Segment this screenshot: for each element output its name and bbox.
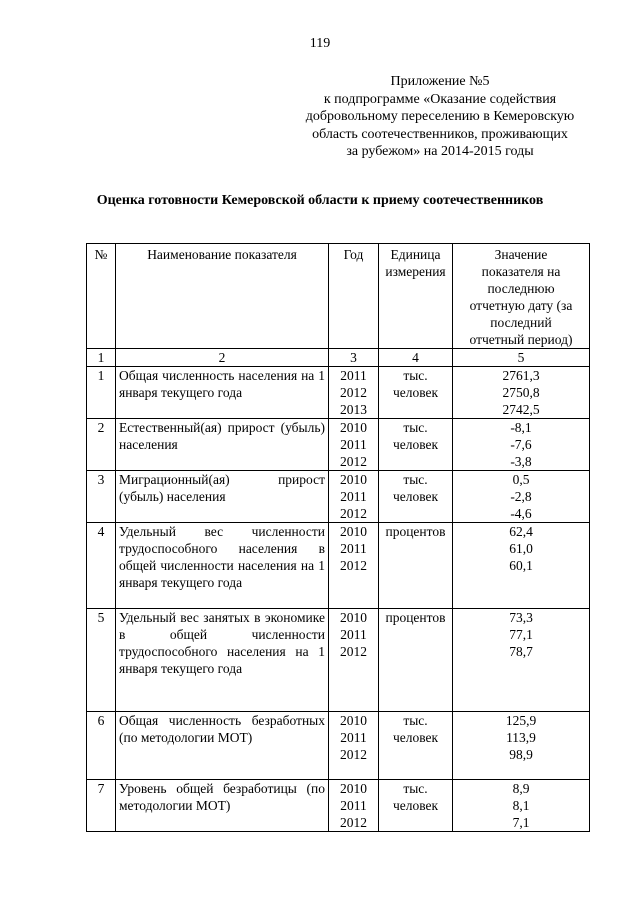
row-values [453,367,590,419]
row-name: Удельный вес численности трудоспособного населения в общей численности населения на 1 января текущего года [116,523,329,609]
table-row [87,609,590,712]
row-unit [379,780,453,832]
row-unit [379,712,453,780]
row-year: 2010 [340,524,367,539]
appendix-line: к подпрограмме «Оказание содействия [323,91,557,107]
row-value: 98,9 [509,747,533,762]
row-unit [379,523,453,609]
row-value: 78,7 [509,644,533,659]
row-year: 2013 [340,402,367,417]
document-title: Оценка готовности Кемеровской области к приему соотечественников [96,193,544,208]
appendix-line: Приложение №5 [390,74,490,89]
row-name: Общая численность безработных (по методологии МОТ) [116,712,329,780]
row-year: 2011 [340,437,367,452]
row-year: 2012 [340,385,367,400]
row-year: 2012 [340,815,367,830]
row-year: 2011 [340,489,367,504]
row-num: 7 [87,780,116,832]
row-unit-line: человек [392,437,439,452]
row-unit-line: процентов [385,610,446,625]
column-number: 4 [379,349,453,367]
row-years [329,419,379,471]
row-name: Уровень общей безработицы (по методологии МОТ) [116,780,329,832]
row-values [453,609,590,712]
row-value: 0,5 [512,472,530,487]
row-value: 73,3 [509,610,533,625]
row-years [329,609,379,712]
column-number: 2 [116,349,329,367]
row-unit [379,419,453,471]
row-values [453,712,590,780]
row-value: -3,8 [510,454,532,469]
header-unit [379,244,453,349]
table-row [87,419,590,471]
header-num: № [87,244,116,349]
header-value [453,244,590,349]
row-value: 8,1 [512,798,530,813]
row-value: -4,6 [510,506,532,521]
row-value: 125,9 [505,713,537,728]
row-year: 2012 [340,558,367,573]
column-number: 3 [329,349,379,367]
row-year: 2010 [340,713,367,728]
row-value: 61,0 [509,541,533,556]
appendix-line: за рубежом» на 2014-2015 годы [346,144,534,159]
row-value: 62,4 [509,524,533,539]
row-num: 4 [87,523,116,609]
header-value-line: последний [490,315,552,330]
row-year: 2011 [340,798,367,813]
column-number: 1 [87,349,116,367]
row-years [329,523,379,609]
header-value-line: отчетную дату (за [469,298,573,313]
row-year: 2011 [340,730,367,745]
row-years [329,780,379,832]
page-number: 119 [309,36,331,51]
row-value: 60,1 [509,558,533,573]
column-number: 5 [453,349,590,367]
row-unit-line: человек [392,489,439,504]
header-value-line: последнюю [487,281,555,296]
appendix-line: добровольному переселению в Кемеровскую [305,109,575,124]
row-year: 2011 [340,368,367,383]
header-unit-line: Единица [390,247,441,262]
row-value: 2761,3 [502,368,540,383]
header-unit-line: измерения [385,264,446,279]
row-num: 6 [87,712,116,780]
row-value: 8,9 [512,781,530,796]
appendix-header [270,73,610,161]
row-year: 2011 [340,627,367,642]
header-year: Год [329,244,379,349]
row-num: 1 [87,367,116,419]
row-name: Удельный вес занятых в экономике в общей численности трудоспособного населения на 1 января текущего года [116,609,329,712]
header-value-line: отчетный период) [469,332,573,347]
row-year: 2012 [340,747,367,762]
row-value: 77,1 [509,627,533,642]
table-row [87,712,590,780]
row-name: Общая численность населения на 1 января текущего года [116,367,329,419]
row-unit-line: тыс. [403,368,428,383]
row-value: -2,8 [510,489,532,504]
row-year: 2012 [340,644,367,659]
row-num: 5 [87,609,116,712]
row-unit-line: человек [392,385,439,400]
row-values [453,780,590,832]
row-value: 7,1 [512,815,530,830]
row-year: 2011 [340,541,367,556]
row-values [453,419,590,471]
row-unit-line: тыс. [403,713,428,728]
row-num: 2 [87,419,116,471]
row-value: -7,6 [510,437,532,452]
row-num: 3 [87,471,116,523]
row-unit-line: тыс. [403,420,428,435]
row-name: Естественный(ая) прирост (убыль) населения [116,419,329,471]
column-number-row [87,349,590,367]
row-years [329,471,379,523]
table-row [87,523,590,609]
row-value: 2742,5 [502,402,540,417]
header-name: Наименование показателя [116,244,329,349]
row-unit-line: процентов [385,524,446,539]
row-year: 2010 [340,781,367,796]
row-years [329,367,379,419]
row-value: 2750,8 [502,385,540,400]
row-unit-line: тыс. [403,472,428,487]
row-unit [379,471,453,523]
table-header-row [87,244,590,349]
row-year: 2012 [340,506,367,521]
row-unit-line: человек [392,798,439,813]
table-row [87,471,590,523]
row-values [453,523,590,609]
row-unit [379,609,453,712]
table-row [87,780,590,832]
row-year: 2010 [340,420,367,435]
row-values [453,471,590,523]
row-unit [379,367,453,419]
row-years [329,712,379,780]
row-name: Миграционный(ая) прирост (убыль) населения [116,471,329,523]
row-year: 2010 [340,610,367,625]
header-value-line: показателя на [481,264,561,279]
indicators-table [86,243,590,832]
row-value: 113,9 [506,730,536,745]
row-year: 2010 [340,472,367,487]
row-unit-line: человек [392,730,439,745]
appendix-line: область соотечественников, проживающих [312,126,568,142]
row-unit-line: тыс. [403,781,428,796]
table-row [87,367,590,419]
row-year: 2012 [340,454,367,469]
row-value: -8,1 [510,420,532,435]
header-value-line: Значение [494,247,548,262]
